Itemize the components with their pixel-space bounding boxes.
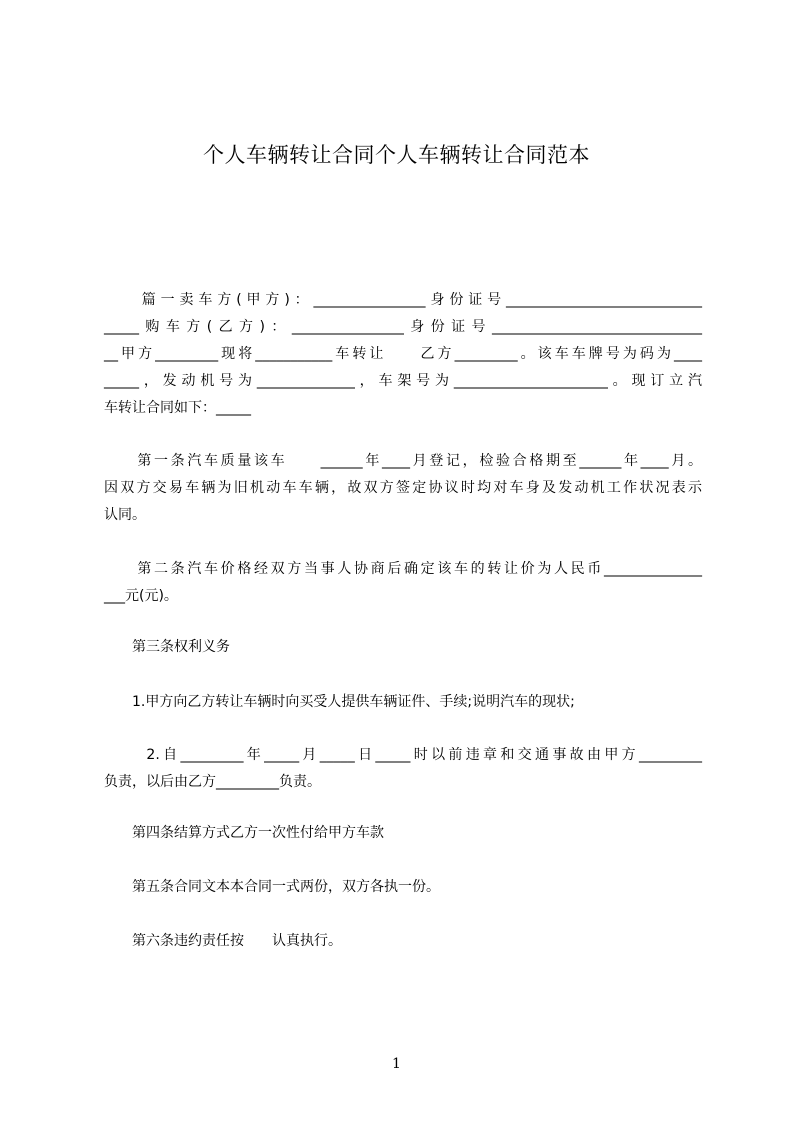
text-line: __甲方_________现将___________车转让 乙方_________。该车车牌号为码为____ [104, 346, 702, 362]
text-line: 第三条权利义务 [104, 639, 230, 655]
article-3-item-2 [104, 742, 702, 796]
text-line: _____，发动机号为______________，车架号为______________________。现订立汽 [104, 373, 702, 389]
text-line: 2.自_________年_____月_____日_____时以前违章和交通事故由甲方_________ [104, 747, 702, 763]
text-line: 第四条结算方式乙方一次性付给甲方车款 [104, 825, 384, 841]
text-line: 第五条合同文本本合同一式两份，双方各执一份。 [104, 879, 440, 895]
text-line: 篇一卖车方(甲方)：________________身份证号____________________________ [104, 292, 702, 308]
text-line: 认同。 [104, 507, 146, 523]
text-line: 第六条违约责任按 认真执行。 [104, 933, 342, 949]
text-line: 1.甲方向乙方转让车辆时向买受人提供车辆证件、手续;说明汽车的现状; [104, 694, 575, 710]
article-3-item-1 [104, 689, 702, 716]
text-line: 车转让合同如下：_____ [104, 400, 251, 416]
page-title: 个人车辆转让合同个人车辆转让合同范本 [203, 143, 590, 167]
article-2-paragraph [104, 556, 702, 610]
parties-paragraph [104, 287, 702, 422]
article-1-paragraph [104, 448, 702, 529]
text-line: 第一条汽车质量该车 ______年____月登记，检验合格期至______年____月。 [104, 453, 702, 469]
text-line: _____购车方(乙方)：________________身份证号______________________________ [104, 319, 702, 335]
text-line: 因双方交易车辆为旧机动车车辆，故双方签定协议时均对车身及发动机工作状况表示 [104, 480, 702, 496]
article-4-paragraph [104, 820, 702, 847]
article-3-heading [104, 634, 702, 661]
article-6-paragraph [104, 928, 702, 955]
text-line: ___元(元)。 [104, 588, 178, 604]
article-5-paragraph [104, 874, 702, 901]
text-line: 负责，以后由乙方_________负责。 [104, 774, 321, 790]
page-number: 1 [392, 1056, 401, 1072]
text-line: 第二条汽车价格经双方当事人协商后确定该车的转让价为人民币______________ [104, 561, 702, 577]
